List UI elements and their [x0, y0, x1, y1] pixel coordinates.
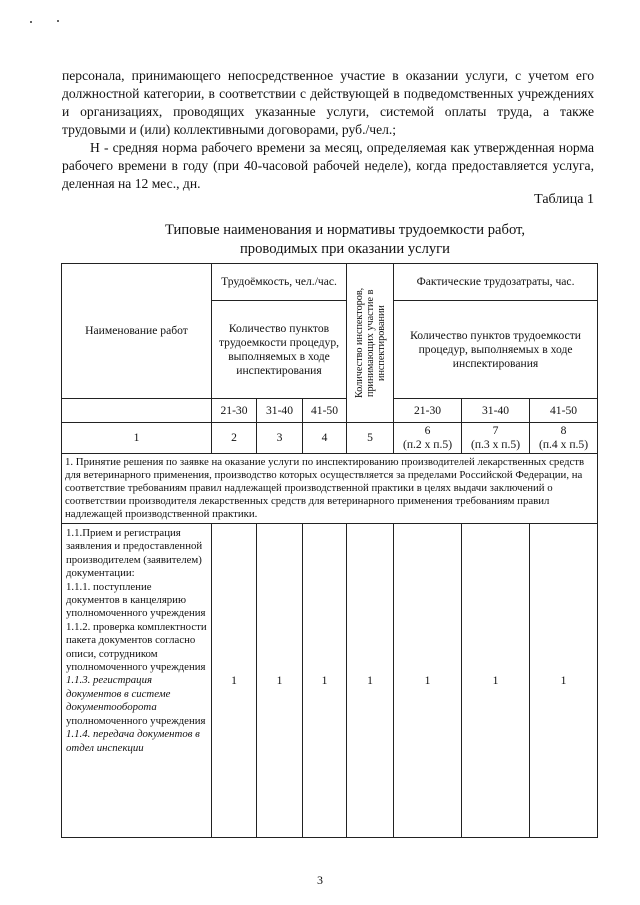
- scan-speck: [30, 21, 32, 23]
- column-number-formula: [462, 423, 530, 454]
- value-cell: 1: [257, 524, 303, 838]
- range-cell: 41-50: [303, 399, 347, 423]
- labor-norms-table: [61, 263, 598, 838]
- work-subitem: 1.1.2. проверка комплектности пакета документов согласно описи, сотрудником уполномоченного учреждения: [66, 620, 207, 674]
- column-number: 5: [347, 423, 394, 454]
- header-inspectors-cell: [347, 264, 394, 423]
- column-formula: (п.2 х п.5): [402, 438, 453, 451]
- column-number: 6: [424, 424, 431, 437]
- column-number: 1: [62, 423, 212, 454]
- page-number: 3: [317, 873, 323, 887]
- table-title: [120, 221, 570, 259]
- body-text: [62, 67, 594, 193]
- column-number-formula: [394, 423, 462, 454]
- value-cell: 1: [530, 524, 598, 838]
- header-spacer: [62, 399, 212, 423]
- paragraph-continuation: персонала, принимающего непосредственное участие в оказании услуги, с учетом его должностной категории, в соответствии с действующей в подведомственных учреждениях и организациях, проводящих указанные услуги, системой оплаты труда, а также трудовыми и (или) коллективными договорами, руб./чел.;: [62, 68, 594, 137]
- work-subitem: 1.1.1. поступление документов в канцелярию уполномоченного учреждения: [66, 580, 206, 620]
- column-number-formula: [530, 423, 598, 454]
- header-inspectors-count: Количество инспекторов, принимающих участие в инспектировании: [353, 287, 387, 399]
- column-number: 2: [212, 423, 257, 454]
- range-cell: 31-40: [462, 399, 530, 423]
- work-subitem-italic: 1.1.4. передача документов в отдел инспекции: [66, 728, 200, 754]
- header-work-name: Наименование работ: [62, 264, 212, 399]
- section-heading: 1. Принятие решения по заявке на оказание услуги по инспектированию производителей лекарственных средств для ветеринарного применения, производство которых осуществляется за пределами Российской Федерации, на соответствие требованиям правил надлежащей производственной практики в целях выдачи заключений о соответствии производителя лекарственных средств для ветеринарного применения требованиям правил надлежащей производственной практики.: [62, 454, 598, 524]
- range-cell: 41-50: [530, 399, 598, 423]
- value-cell: 1: [212, 524, 257, 838]
- range-cell: 21-30: [212, 399, 257, 423]
- value-cell: 1: [462, 524, 530, 838]
- work-subitem-italic: 1.1.3. регистрация документов в системе документооборота: [66, 674, 171, 714]
- scan-speck: [57, 20, 59, 22]
- range-cell: 31-40: [257, 399, 303, 423]
- column-number: 7: [492, 424, 499, 437]
- table-title-line: Типовые наименования и нормативы трудоемкости работ,: [165, 222, 525, 238]
- header-actual-labor: Фактические трудозатраты, час.: [394, 264, 598, 301]
- header-actual-procedure-points: Количество пунктов трудоемкости процедур, выполняемых в ходе инспектирования: [394, 301, 598, 399]
- header-procedure-points: Количество пунктов трудоемкости процедур, выполняемых в ходе инспектирования: [212, 301, 347, 399]
- value-cell: 1: [347, 524, 394, 838]
- value-cell: 1: [303, 524, 347, 838]
- column-formula: (п.4 х п.5): [538, 438, 589, 451]
- work-description-cell: [62, 524, 212, 838]
- header-labor-intensity: Трудоёмкость, чел./час.: [212, 264, 347, 301]
- column-formula: (п.3 х п.5): [470, 438, 521, 451]
- column-number: 8: [560, 424, 567, 437]
- work-item-title: 1.1.Прием и регистрация заявления и предоставленной производителем (заявителем) документации:: [66, 527, 203, 580]
- column-number: 4: [303, 423, 347, 454]
- table-label: Таблица 1: [534, 192, 594, 207]
- work-subitem-continuation: уполномоченного учреждения: [66, 714, 206, 727]
- paragraph-h-definition: Н - средняя норма рабочего времени за месяц, определяемая как утвержденная норма рабочего времени в году (при 40-часовой рабочей неделе), когда предоставляется услуга, деленная на 12 мес., дн.: [62, 140, 594, 191]
- range-cell: 21-30: [394, 399, 462, 423]
- table-title-line: проводимых при оказании услуги: [240, 241, 450, 257]
- value-cell: 1: [394, 524, 462, 838]
- column-number: 3: [257, 423, 303, 454]
